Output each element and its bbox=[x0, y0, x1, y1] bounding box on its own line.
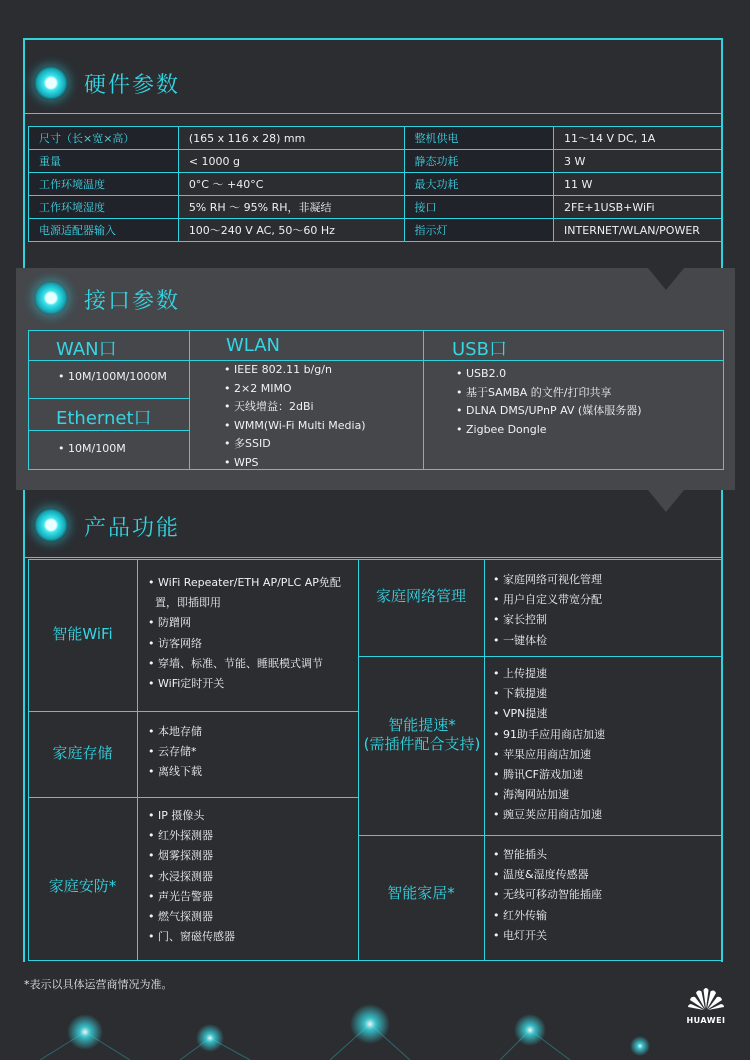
hardware-key: 静态功耗 bbox=[404, 150, 554, 173]
features-row-line bbox=[358, 656, 722, 657]
features-row-line bbox=[358, 835, 722, 836]
list-item: • 防蹭网 bbox=[148, 613, 341, 633]
wlan-item: • 天线增益：2dBi bbox=[224, 398, 366, 417]
hardware-key: 指示灯 bbox=[404, 219, 554, 242]
list-item: • 声光告警器 bbox=[148, 887, 235, 907]
interface-row-line bbox=[28, 430, 189, 431]
hardware-key: 工作环境湿度 bbox=[29, 196, 179, 219]
hardware-value: 0°C ～ +40°C bbox=[178, 173, 404, 196]
list-item: • 红外传输 bbox=[493, 906, 602, 926]
panel-notch-bottom bbox=[648, 490, 684, 512]
features-col-divider bbox=[484, 559, 485, 960]
interface-col-divider bbox=[423, 330, 424, 470]
section-bullet-icon bbox=[34, 281, 68, 315]
frame-top bbox=[23, 38, 723, 40]
usb-item: • Zigbee Dongle bbox=[456, 421, 642, 440]
hardware-row bbox=[29, 150, 722, 173]
hardware-value: 11 W bbox=[554, 173, 722, 196]
features-row-line bbox=[28, 711, 358, 712]
hardware-value: < 1000 g bbox=[178, 150, 404, 173]
interface-row-line bbox=[28, 398, 189, 399]
wlan-list bbox=[224, 361, 366, 472]
hardware-value: 2FE+1USB+WiFi bbox=[554, 196, 722, 219]
wlan-item: • WMM(Wi-Fi Multi Media) bbox=[224, 417, 366, 436]
list-item: • WiFi Repeater/ETH AP/PLC AP免配 bbox=[148, 573, 341, 593]
brand-name: HUAWEI bbox=[686, 1016, 726, 1025]
hardware-key: 接口 bbox=[404, 196, 554, 219]
hardware-key: 最大功耗 bbox=[404, 173, 554, 196]
hardware-key: 电源适配器输入 bbox=[29, 219, 179, 242]
hardware-row bbox=[29, 219, 722, 242]
interface-header-line bbox=[28, 360, 724, 361]
bottom-glow-decoration bbox=[0, 1000, 750, 1060]
list-item: • 燃气探测器 bbox=[148, 907, 235, 927]
list-item: • 访客网络 bbox=[148, 634, 341, 654]
hardware-value: (165 x 116 x 28) mm bbox=[178, 127, 404, 150]
speedup-label-line2: (需插件配合支持) bbox=[363, 735, 481, 753]
features-title: 产品功能 bbox=[84, 516, 181, 541]
list-item: • 用户自定义带宽分配 bbox=[493, 590, 602, 610]
footnote: *表示以具体运营商情况为准。 bbox=[24, 978, 173, 991]
list-item: • 家庭网络可视化管理 bbox=[493, 570, 602, 590]
hardware-table bbox=[28, 126, 722, 242]
network-mgmt-list bbox=[493, 570, 602, 651]
interfaces-title: 接口参数 bbox=[84, 289, 181, 314]
list-item: • 离线下载 bbox=[148, 762, 202, 782]
network-mgmt-label: 家庭网络管理 bbox=[375, 587, 466, 605]
wlan-item: • IEEE 802.11 b/g/n bbox=[224, 361, 366, 380]
list-item: • 腾讯CF游戏加速 bbox=[493, 765, 605, 785]
list-item: • 无线可移动智能插座 bbox=[493, 885, 602, 905]
hardware-key: 工作环境温度 bbox=[29, 173, 179, 196]
list-item: • 电灯开关 bbox=[493, 926, 602, 946]
usb-title: USB口 bbox=[452, 339, 507, 360]
ethernet-list bbox=[58, 440, 126, 459]
features-col-divider bbox=[137, 559, 138, 960]
hardware-row bbox=[29, 173, 722, 196]
hardware-divider bbox=[25, 113, 722, 114]
speedup-list bbox=[493, 664, 605, 826]
usb-list bbox=[456, 365, 642, 439]
list-item: • 温度&湿度传感器 bbox=[493, 865, 602, 885]
list-item: • 红外探测器 bbox=[148, 826, 235, 846]
ethernet-title: Ethernet口 bbox=[56, 408, 152, 429]
panel-notch-top bbox=[648, 268, 684, 290]
list-item: • 豌豆荚应用商店加速 bbox=[493, 805, 605, 825]
home-security-label: 家庭安防* bbox=[48, 877, 117, 895]
wlan-item: • 多SSID bbox=[224, 435, 366, 454]
wlan-title: WLAN bbox=[226, 335, 281, 356]
list-item: • WiFi定时开关 bbox=[148, 674, 341, 694]
list-item: • 穿墙、标准、节能、睡眠模式调节 bbox=[148, 654, 341, 674]
section-bullet-icon bbox=[34, 66, 68, 100]
speedup-label-line1: 智能提速* bbox=[388, 716, 456, 734]
home-storage-label: 家庭存储 bbox=[52, 744, 113, 762]
frame-left-lower bbox=[23, 490, 25, 962]
usb-item: • DLNA DMS/UPnP AV (媒体服务器) bbox=[456, 402, 642, 421]
list-item: • 云存储* bbox=[148, 742, 202, 762]
smart-wifi-list bbox=[148, 573, 341, 694]
list-item: • 91助手应用商店加速 bbox=[493, 725, 605, 745]
hardware-value: 11～14 V DC, 1A bbox=[554, 127, 722, 150]
features-bottom-line bbox=[28, 960, 722, 961]
glow-dot bbox=[196, 1024, 224, 1052]
wan-list bbox=[58, 368, 167, 387]
glow-dot bbox=[350, 1004, 390, 1044]
interface-col-divider bbox=[189, 330, 190, 470]
hardware-key: 整机供电 bbox=[404, 127, 554, 150]
hardware-row bbox=[29, 127, 722, 150]
list-item: • 苹果应用商店加速 bbox=[493, 745, 605, 765]
list-item: • 门、窗磁传感器 bbox=[148, 927, 235, 947]
wlan-item: • WPS bbox=[224, 454, 366, 473]
home-security-list bbox=[148, 806, 235, 947]
list-item: • 本地存储 bbox=[148, 722, 202, 742]
wan-title: WAN口 bbox=[56, 339, 117, 360]
list-item: • 水浸探测器 bbox=[148, 867, 235, 887]
features-row-line bbox=[28, 797, 358, 798]
glow-dot bbox=[630, 1036, 650, 1056]
list-item: • 上传提速 bbox=[493, 664, 605, 684]
smart-wifi-label: 智能WiFi bbox=[52, 625, 113, 643]
list-item: • 一键体检 bbox=[493, 631, 602, 651]
list-item: • 烟雾探测器 bbox=[148, 846, 235, 866]
section-bullet-icon bbox=[34, 508, 68, 542]
smart-home-label: 智能家居* bbox=[387, 884, 455, 902]
speedup-label bbox=[352, 716, 492, 754]
hardware-key: 尺寸（长×宽×高） bbox=[29, 127, 179, 150]
hardware-value: 100～240 V AC, 50～60 Hz bbox=[178, 219, 404, 242]
features-divider bbox=[25, 557, 722, 558]
glow-dot bbox=[67, 1014, 103, 1050]
hardware-value: 5% RH ～ 95% RH，非凝结 bbox=[178, 196, 404, 219]
list-item: • 智能插头 bbox=[493, 845, 602, 865]
list-item: • 家长控制 bbox=[493, 610, 602, 630]
list-item: • IP 摄像头 bbox=[148, 806, 235, 826]
hardware-value: INTERNET/WLAN/POWER bbox=[554, 219, 722, 242]
frame-right-lower bbox=[721, 490, 723, 962]
features-top-line bbox=[28, 559, 722, 560]
hardware-row bbox=[29, 196, 722, 219]
ethernet-item: • 10M/100M bbox=[58, 440, 126, 459]
hardware-title: 硬件参数 bbox=[84, 73, 181, 98]
list-item: • 下载提速 bbox=[493, 684, 605, 704]
hardware-value: 3 W bbox=[554, 150, 722, 173]
list-item: • VPN提速 bbox=[493, 704, 605, 724]
usb-item: • 基于SAMBA 的文件/打印共享 bbox=[456, 384, 642, 403]
hardware-key: 重量 bbox=[29, 150, 179, 173]
home-storage-list bbox=[148, 722, 202, 783]
smart-home-list bbox=[493, 845, 602, 946]
frame-left bbox=[23, 38, 25, 270]
glow-dot bbox=[514, 1014, 546, 1046]
wlan-item: • 2×2 MIMO bbox=[224, 380, 366, 399]
usb-item: • USB2.0 bbox=[456, 365, 642, 384]
wan-item: • 10M/100M/1000M bbox=[58, 368, 167, 387]
list-item: • 海淘网站加速 bbox=[493, 785, 605, 805]
list-item: 置，即插即用 bbox=[155, 596, 221, 610]
